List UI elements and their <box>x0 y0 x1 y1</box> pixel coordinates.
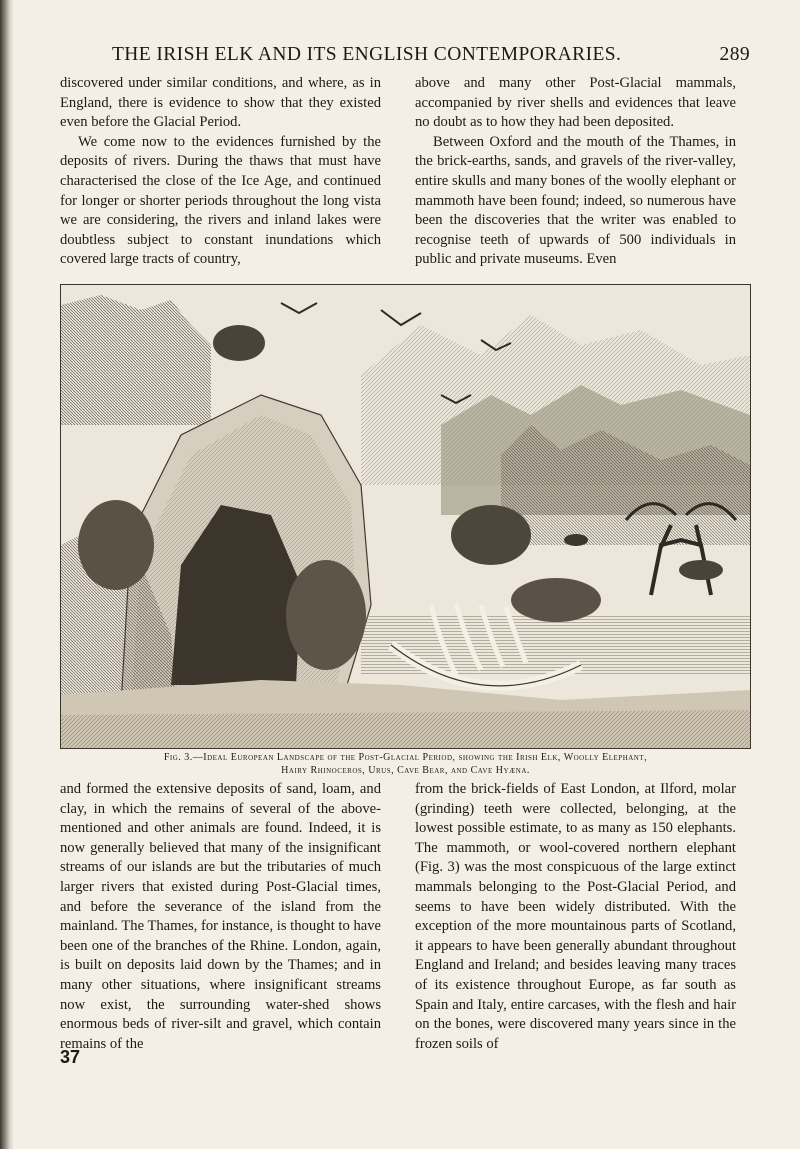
signature-mark: 37 <box>60 1047 81 1067</box>
page-binding-shadow <box>0 0 14 1149</box>
caption-line: Fig. 3.—Ideal European Landscape of the Post-Glacial Period, showing the Irish Elk, Woolly Elephant, <box>163 752 648 763</box>
running-header <box>60 44 750 68</box>
paragraph: Between Oxford and the mouth of the Thames, in the brick-earths, sands, and gravels of the river-valley, entire skulls and many bones of the woolly elephant or mammoth have been found; indeed, so numerous have been the discoveries that the writer was enabled to recognise teeth of upwards of 500 individuals in public and private museums. Even <box>415 133 736 268</box>
text-column-top-right <box>415 74 736 270</box>
text-column-top-left <box>60 74 381 270</box>
cave-hyena <box>679 560 723 580</box>
paragraph: from the brick-fields of East London, at Ilford, molar (grinding) teeth were collected, belonging, at the lowest possible estimate, to as many as 150 elephants. The mammoth, or wool-covered northern elephant (Fig. 3) was the most conspicuous of the large extinct mammals belonging to the Post-Glacial Period, and seems to have been widely distributed. With the exception of the more mountainous parts of Scotland, it appears to have been generally abundant throughout England and Ireland; and besides leaving many traces of its existence throughout Europe, as far south as Spain and Italy, entire carcases, with the flesh and hair on the bones, were discovered many years since in the frozen soils of <box>415 781 736 1052</box>
engraving-illustration <box>60 284 751 749</box>
paragraph: and formed the extensive deposits of sand, loam, and clay, in which the remains of several of the above-mentioned and other animals are found. Indeed, it is now generally believed that many of the insignificant streams of our islands are but the tributaries of much larger rivers that existed during Post-Glacial times, and before the severance of the island from the mainland. The Thames, for instance, is thought to have been one of the branches of the Rhine. London, again, is built on deposits laid down by the Thames; and in many other situations, where insignificant streams now exist, the surrounding water-shed shows enormous beds of river-silt and gravel, which contain remains of the <box>60 781 381 1052</box>
caption-line: Hairy Rhinoceros, Urus, Cave Bear, and Cave Hyæna. <box>281 765 530 776</box>
text-column-bottom-right <box>415 780 736 1054</box>
cave-bear-center <box>286 560 366 670</box>
page-number: 289 <box>719 44 750 65</box>
hairy-rhinoceros <box>511 578 601 622</box>
figure-caption <box>60 751 751 777</box>
text-column-bottom-left <box>60 780 381 1054</box>
bear-on-rock <box>213 325 265 361</box>
running-title: THE IRISH ELK AND ITS ENGLISH CONTEMPORARIES. <box>112 44 622 65</box>
woolly-mammoth <box>451 505 531 565</box>
landscape-illustration <box>61 285 750 748</box>
urus <box>564 534 588 546</box>
paragraph: above and many other Post-Glacial mammals, accompanied by river shells and evidences that leave no doubt as to how they had been deposited. <box>415 75 736 131</box>
cave-bear-left <box>78 500 154 590</box>
paragraph: We come now to the evidences furnished by the deposits of rivers. During the thaws that must have characterised the close of the Ice Age, and continued for longer or shorter periods throughout the long vista we are considering, the rivers and inland lakes were doubtless subject to constant inundations which covered large tracts of country, <box>60 133 381 268</box>
paragraph: discovered under similar conditions, and where, as in England, there is evidence to show that they existed even before the Glacial Period. <box>60 75 381 131</box>
